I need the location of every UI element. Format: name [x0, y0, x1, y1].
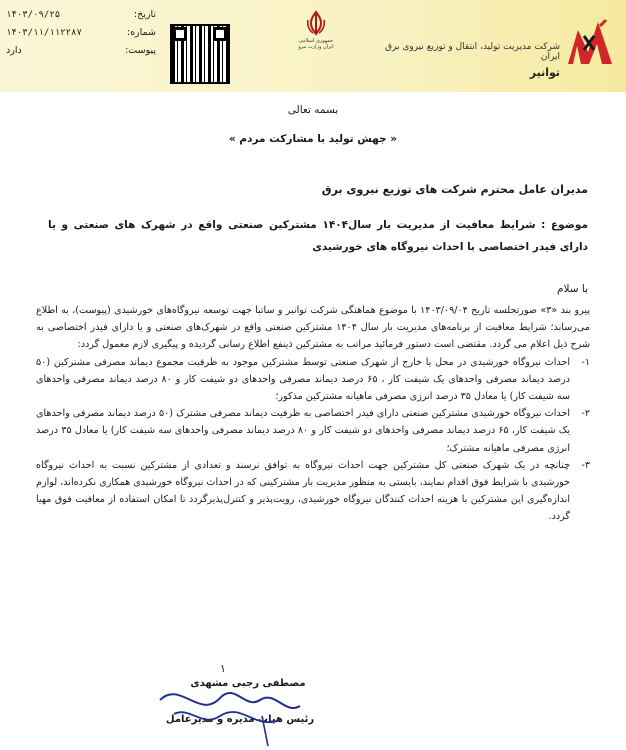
list-item: [36, 405, 590, 457]
recipient: مدیران عامل محترم شرکت های توزیع نیروی برق: [321, 183, 588, 196]
emblem-icon: [305, 10, 327, 36]
number-value: ۱۴۰۳/۱۱/۱۱۲۲۸۷: [6, 28, 82, 38]
signature-initial: ۱: [220, 662, 226, 675]
year-slogan: « جهش تولید با مشارکت مردم »: [228, 133, 398, 145]
greeting: با سلام: [556, 283, 588, 295]
handwritten-signature: [150, 670, 310, 750]
intro-paragraph: پیرو بند «۳» صورتجلسه تاریخ ۱۴۰۳/۰۹/۰۴ با موضوع هماهنگی شرکت توانیر و ساتبا جهت توسعه نیروگاه‌های خورشیدی (پیوست)، به اطلاع می‌رساند؛ شرایط معافیت از برنامه‌های مدیریت بار سال ۱۴۰۴ مشترکین صنعتی واقع در شهرک‌های صنعتی و یا دارای فیدر اختصاصی به شرح ذیل اعلام می گردد. مقتضی است دستور فرمائید مراتب به مشترکین ذینفع اطلاع رسانی گردیده و پیگیری لازم معمول گردد:: [36, 305, 590, 351]
list-item-number: ۱-: [581, 356, 590, 368]
qr-code[interactable]: [170, 24, 230, 84]
company-shortname: توانیر: [529, 66, 560, 79]
list-item-text: احداث نیروگاه خورشیدی مشترکین صنعتی دارای فیدر اختصاصی به ظرفیت دیماند مصرفی مشترک (۵۰ درصد دیماند مصرفی واحدهای یک شیفت کار، ۶۵ درصد دیماند مصرفی واحدهای دو شیفت کار و ۸۰ درصد دیماند مصرفی واحدهای سه شیفت کار) یا معادل ۳۵ درصد انرژی مصرفی ماهیانه مشترک؛: [36, 408, 570, 454]
list-item: [36, 457, 590, 526]
letter-body: [36, 302, 590, 526]
basmala: بسمه تعالی: [287, 104, 339, 116]
emblem-caption: جمهوری اسلامی ایران وزارت نیرو: [298, 38, 334, 50]
attachment-row: [6, 42, 156, 60]
subject-line: موضوع : شرایط معافیت از مدیریت بار سال۱۴۰۴ مشترکین صنعتی واقع در شهرک های صنعتی و یا دارای فیدر اختصاصی با احداث نیروگاه های خورشیدی: [48, 219, 588, 253]
signer-title: رئیس هیات مدیره و مدیرعامل: [165, 714, 315, 725]
iran-emblem: [296, 10, 336, 50]
list-item-number: ۲-: [581, 408, 590, 420]
company-fullname: شرکت مدیریت تولید، انتقال و توزیع نیروی برق ایران: [385, 42, 560, 62]
letter-meta: [6, 6, 156, 60]
date-row: [6, 6, 156, 24]
company-name: [370, 42, 560, 79]
list-item-number: ۳-: [581, 459, 590, 471]
attachment-label: پیوست:: [125, 45, 156, 56]
signer-name: مصطفی رجبی مشهدی: [190, 678, 306, 689]
tavanir-logo-icon: [564, 16, 616, 68]
date-value: ۱۴۰۳/۰۹/۲۵: [6, 10, 61, 20]
list-item-text: احداث نیروگاه خورشیدی در محل یا خارج از شهرک صنعتی توسط مشترکین موجود به ظرفیت مجموع دیماند مصرفی مشترکین (۵۰ درصد دیماند مصرفی واحدهای یک شیفت کار ، ۶۵ درصد دیماند مصرفی واحدهای دو شیفت کار و ۸۰ درصد دیماند مصرفی واحدهای سه شیفت کار) یا معادل ۳۵ درصد انرژی مصرفی ماهیانه مشترکین مذکور؛: [36, 356, 570, 403]
date-label: تاریخ:: [133, 9, 156, 20]
number-label: شماره:: [126, 27, 156, 38]
number-row: [6, 24, 156, 42]
list-item: [36, 354, 590, 406]
attachment-value: دارد: [6, 45, 22, 56]
conditions-list: [36, 354, 590, 526]
letterhead: [0, 0, 626, 92]
list-item-text: چنانچه در یک شهرک صنعتی کل مشترکین جهت احداث نیروگاه به توافق نرسند و تعدادی از مشترکین نسبت به احداث نیروگاه خورشیدی با شرایط فوق اقدام نمایند، بایستی به منظور مدیریت بار مشترکینی که در احداث نیروگاه خورشیدی همکاری نکرده‌اند، لوازم اندازه‌گیری این مشترکین با هزینه احداث کنندگان نیروگاه خورشیدی، رویت‌پذیر و کنترل‌پذیرگردد تا امکان استفاده از معافیت فوق مهیا گردد.: [36, 459, 570, 523]
